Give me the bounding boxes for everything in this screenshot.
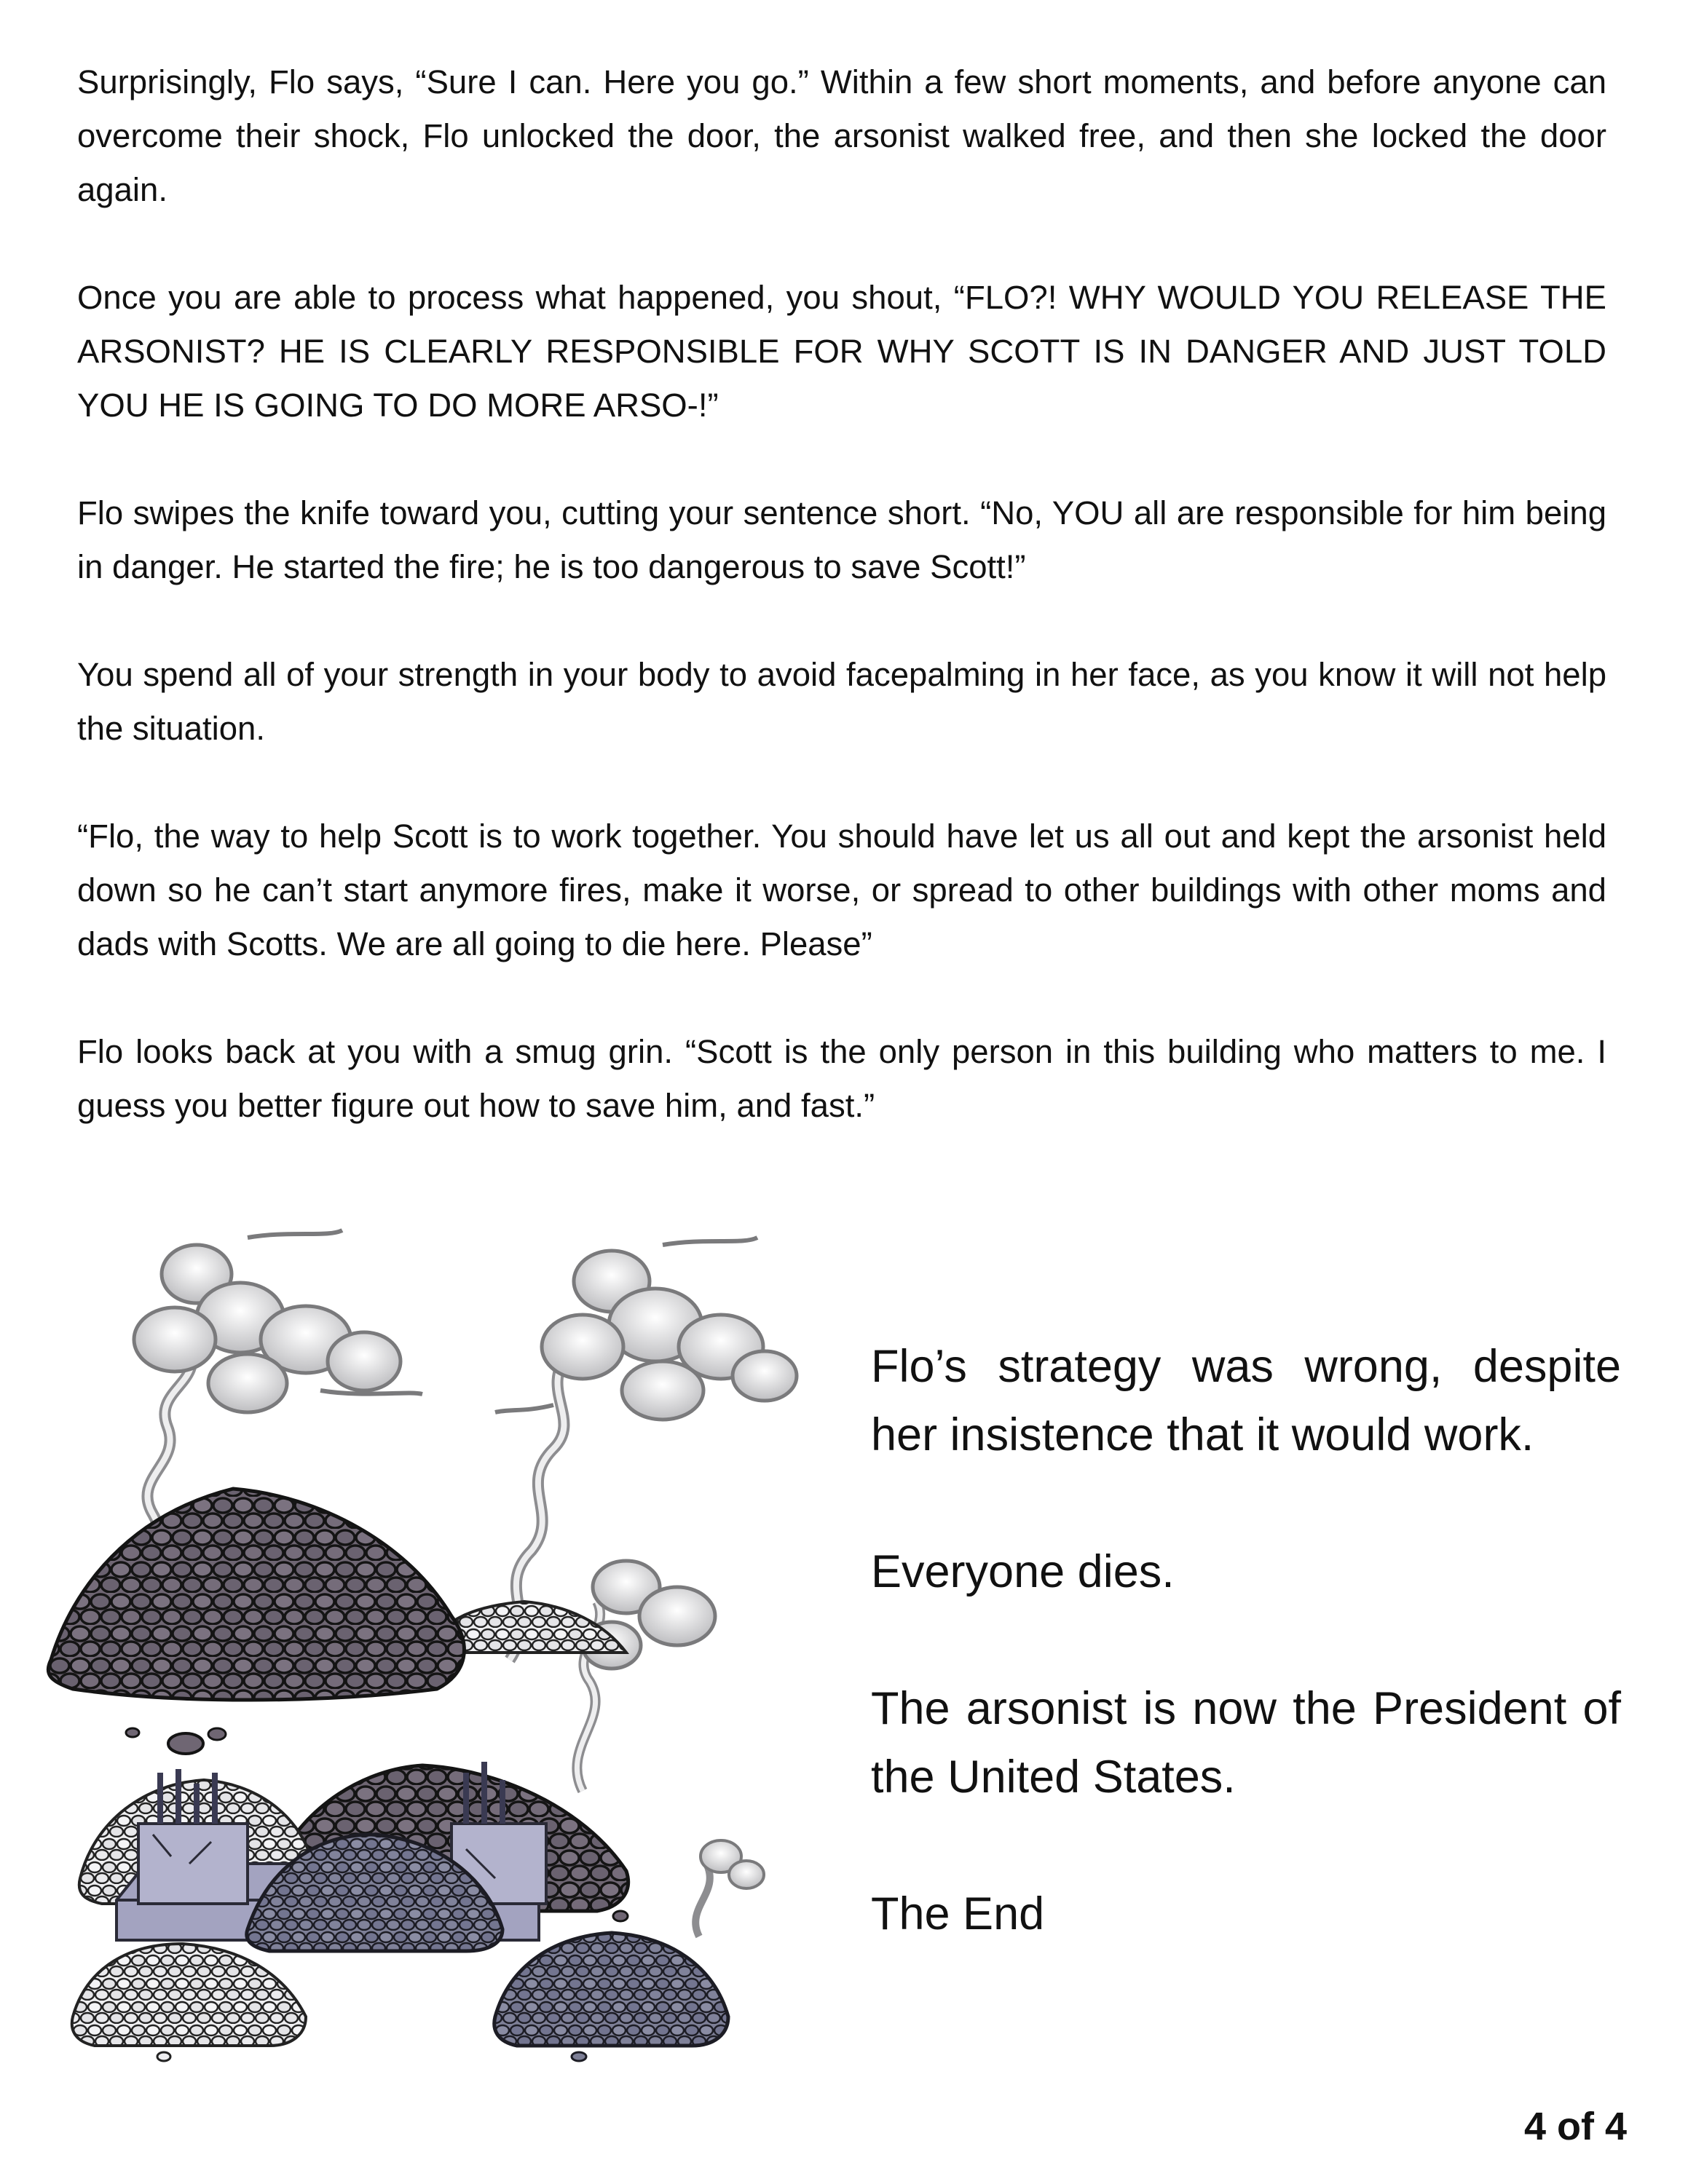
paragraph-5: “Flo, the way to help Scott is to work together. You should have let us all out and kept the arsonist held down so he can’t start anymore fires, make it worse, or spread to other buildings with other moms and dads with Scotts. We are all going to die here. Please”	[77, 818, 1606, 962]
paragraph-3: Flo swipes the knife toward you, cutting your sentence short. “No, YOU all are responsible for him being in danger. He started the fire; he is too dangerous to save Scott!”	[77, 494, 1606, 585]
smoke-cloud-middle	[577, 1561, 715, 1791]
page-number: 4 of 4	[1523, 2105, 1627, 2148]
ending-line-everyone-dies: Everyone dies.	[871, 1546, 1175, 1597]
ending-line-strategy: Flo’s strategy was wrong, despite her insistence that it would work.	[871, 1341, 1621, 1460]
ending-line-president: The arsonist is now the President of the United States.	[871, 1683, 1621, 1803]
ending-text	[871, 1332, 1621, 1948]
rubble-smoke-illustration	[29, 1208, 801, 2068]
rubble-pile-dark-large	[48, 1489, 464, 1700]
ending-line-the-end: The End	[871, 1888, 1045, 1939]
story-text	[77, 55, 1606, 1187]
paragraph-4: You spend all of your strength in your body to avoid facepalming in her face, as you know it will not help the situation.	[77, 656, 1606, 747]
rubble-pile-light-bottom	[72, 1944, 306, 2046]
paragraph-1: Surprisingly, Flo says, “Sure I can. Here you go.” Within a few short moments, and before anyone can overcome their shock, Flo unlocked the door, the arsonist walked free, and then she locked the door again.	[77, 63, 1606, 208]
paragraph-6: Flo looks back at you with a smug grin. “Scott is the only person in this building who matters to me. I guess you better figure out how to save him, and fast.”	[77, 1033, 1606, 1124]
paragraph-2: Once you are able to process what happened, you shout, “FLO?! WHY WOULD YOU RELEASE THE ARSONIST? HE IS CLEARLY RESPONSIBLE FOR WHY SCOTT IS IN DANGER AND JUST TOLD YOU HE IS GOING TO DO MORE ARSO-!”	[77, 279, 1606, 424]
rubble-pile-blue-bottom	[494, 1933, 728, 2046]
smoke-wisp	[695, 1840, 764, 1936]
